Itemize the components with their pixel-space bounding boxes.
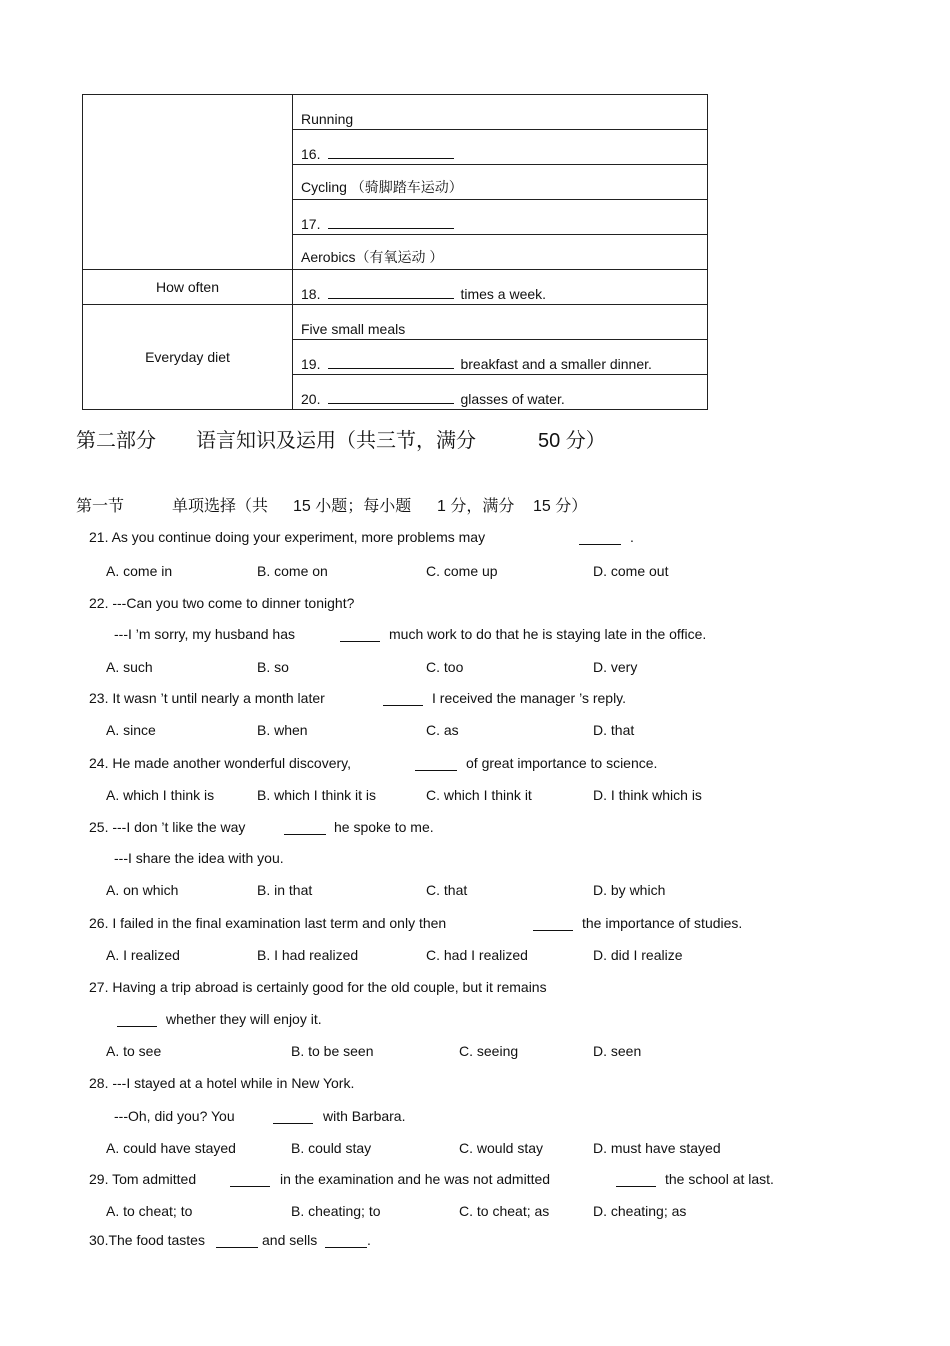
option-b[interactable]: B. in that — [257, 882, 313, 898]
option-a[interactable]: A. I realized — [106, 947, 180, 963]
option-d[interactable]: D. I think which is — [593, 787, 702, 803]
label-how-often: How often — [83, 270, 293, 305]
row-running — [293, 95, 708, 130]
option-b[interactable]: B. cheating; to — [291, 1203, 381, 1219]
option-b[interactable]: B. so — [257, 659, 289, 675]
answer-blank[interactable] — [340, 627, 380, 642]
option-b[interactable]: B. to be seen — [291, 1043, 374, 1059]
row-text: Five small meals — [301, 321, 406, 337]
row-text: breakfast and a smaller dinner. — [460, 356, 652, 372]
question-26: 26. I failed in the final examination last term and only then — [89, 915, 447, 931]
answer-blank[interactable] — [328, 214, 454, 229]
row-19 — [293, 340, 708, 375]
row-18 — [293, 270, 708, 305]
option-b[interactable]: B. which I think it is — [257, 787, 377, 803]
row-text: glasses of water. — [460, 391, 565, 407]
option-b[interactable]: B. I had realized — [257, 947, 359, 963]
q28-line2a: ---Oh, did you? You — [114, 1108, 235, 1124]
option-c[interactable]: C. would stay — [459, 1140, 544, 1156]
row-meals — [293, 305, 708, 340]
q26-end: the importance of studies. — [582, 915, 743, 931]
q24-end: of great importance to science. — [466, 755, 658, 771]
answer-blank[interactable] — [579, 530, 621, 545]
q28-line2b: with Barbara. — [323, 1108, 406, 1124]
q27-line2: whether they will enjoy it. — [166, 1011, 322, 1027]
option-a[interactable]: A. such — [106, 659, 153, 675]
row-17 — [293, 200, 708, 235]
option-d[interactable]: D. did I realize — [593, 947, 683, 963]
option-a[interactable]: A. to cheat; to — [106, 1203, 193, 1219]
row-num: 20. — [301, 391, 321, 407]
answer-blank[interactable] — [328, 389, 454, 404]
option-c[interactable]: C. seeing — [459, 1043, 519, 1059]
part2-heading-c: 50 分） — [538, 430, 606, 452]
option-d[interactable]: D. cheating; as — [593, 1203, 687, 1219]
part2-heading-a: 第二部分 — [76, 430, 156, 452]
q29-mid: in the examination and he was not admitted — [280, 1171, 551, 1187]
q22-line2a: ---I ’m sorry, my husband has — [114, 626, 296, 642]
q25-line2: ---I share the idea with you. — [114, 850, 284, 866]
q25-end: he spoke to me. — [334, 819, 434, 835]
answer-blank[interactable] — [533, 916, 573, 931]
option-a[interactable]: A. on which — [106, 882, 179, 898]
question-28: 28. ---I stayed at a hotel while in New York. — [89, 1075, 355, 1091]
row-20 — [293, 375, 708, 410]
row-text: times a week. — [460, 286, 547, 302]
answer-blank[interactable] — [616, 1172, 656, 1187]
option-b[interactable]: B. when — [257, 722, 308, 738]
section1-c: 15 小题；每小题 — [293, 498, 412, 515]
info-table — [82, 94, 708, 410]
option-c[interactable]: C. come up — [426, 563, 498, 579]
empty-label-cell — [83, 95, 293, 270]
question-29: 29. Tom admitted — [89, 1171, 197, 1187]
row-num: 18. — [301, 286, 321, 302]
option-b[interactable]: B. come on — [257, 563, 328, 579]
answer-blank[interactable] — [284, 820, 326, 835]
option-d[interactable]: D. by which — [593, 882, 666, 898]
q29-end: the school at last. — [665, 1171, 774, 1187]
answer-blank[interactable] — [117, 1012, 157, 1027]
question-22: 22. ---Can you two come to dinner tonight? — [89, 595, 355, 611]
option-c[interactable]: C. which I think it — [426, 787, 532, 803]
section1-d: 1 分，满分 — [437, 498, 515, 515]
row-aerobics — [293, 235, 708, 270]
answer-blank[interactable] — [325, 1233, 367, 1248]
option-d[interactable]: D. come out — [593, 563, 669, 579]
row-16 — [293, 130, 708, 165]
answer-blank[interactable] — [328, 354, 454, 369]
q21-end: . — [630, 529, 634, 545]
option-a[interactable]: A. could have stayed — [106, 1140, 236, 1156]
answer-blank[interactable] — [273, 1109, 313, 1124]
option-c[interactable]: C. had I realized — [426, 947, 528, 963]
question-21: 21. As you continue doing your experiment, more problems may — [89, 529, 486, 545]
q30-mid: and sells — [262, 1232, 318, 1248]
option-c[interactable]: C. to cheat; as — [459, 1203, 550, 1219]
option-c[interactable]: C. as — [426, 722, 459, 738]
option-d[interactable]: D. that — [593, 722, 635, 738]
answer-blank[interactable] — [216, 1233, 258, 1248]
section1-a: 第一节 — [76, 498, 125, 515]
answer-blank[interactable] — [230, 1172, 270, 1187]
option-a[interactable]: A. since — [106, 722, 156, 738]
answer-blank[interactable] — [383, 691, 423, 706]
answer-blank[interactable] — [328, 284, 454, 299]
option-c[interactable]: C. that — [426, 882, 468, 898]
question-30: 30.The food tastes — [89, 1232, 205, 1248]
q23-end: I received the manager ’s reply. — [432, 690, 627, 706]
option-a[interactable]: A. to see — [106, 1043, 162, 1059]
q30-end: . — [367, 1232, 371, 1248]
section1-e: 15 分） — [533, 498, 588, 515]
row-cycling — [293, 165, 708, 200]
question-27: 27. Having a trip abroad is certainly good for the old couple, but it remains — [89, 979, 547, 995]
option-a[interactable]: A. which I think is — [106, 787, 215, 803]
option-d[interactable]: D. seen — [593, 1043, 642, 1059]
answer-blank[interactable] — [328, 144, 454, 159]
row-text: Aerobics（有氧运动 ） — [301, 249, 444, 265]
option-a[interactable]: A. come in — [106, 563, 173, 579]
answer-blank[interactable] — [415, 756, 457, 771]
option-b[interactable]: B. could stay — [291, 1140, 372, 1156]
row-text: Cycling （骑脚踏车运动） — [301, 179, 463, 195]
option-d[interactable]: D. very — [593, 659, 638, 675]
question-24: 24. He made another wonderful discovery, — [89, 755, 351, 771]
label-everyday-diet: Everyday diet — [83, 305, 293, 410]
section1-b: 单项选择（共 — [172, 498, 269, 515]
q22-line2b: much work to do that he is staying late in the office. — [389, 626, 707, 642]
part2-heading-b: 语言知识及运用（共三节，满分 — [196, 430, 476, 452]
question-23: 23. It wasn ’t until nearly a month later — [89, 690, 325, 706]
option-c[interactable]: C. too — [426, 659, 464, 675]
option-d[interactable]: D. must have stayed — [593, 1140, 721, 1156]
question-25: 25. ---I don ’t like the way — [89, 819, 246, 835]
row-num: 19. — [301, 356, 321, 372]
row-num: 17. — [301, 216, 321, 232]
row-num: 16. — [301, 146, 321, 162]
row-text: Running — [301, 111, 354, 127]
